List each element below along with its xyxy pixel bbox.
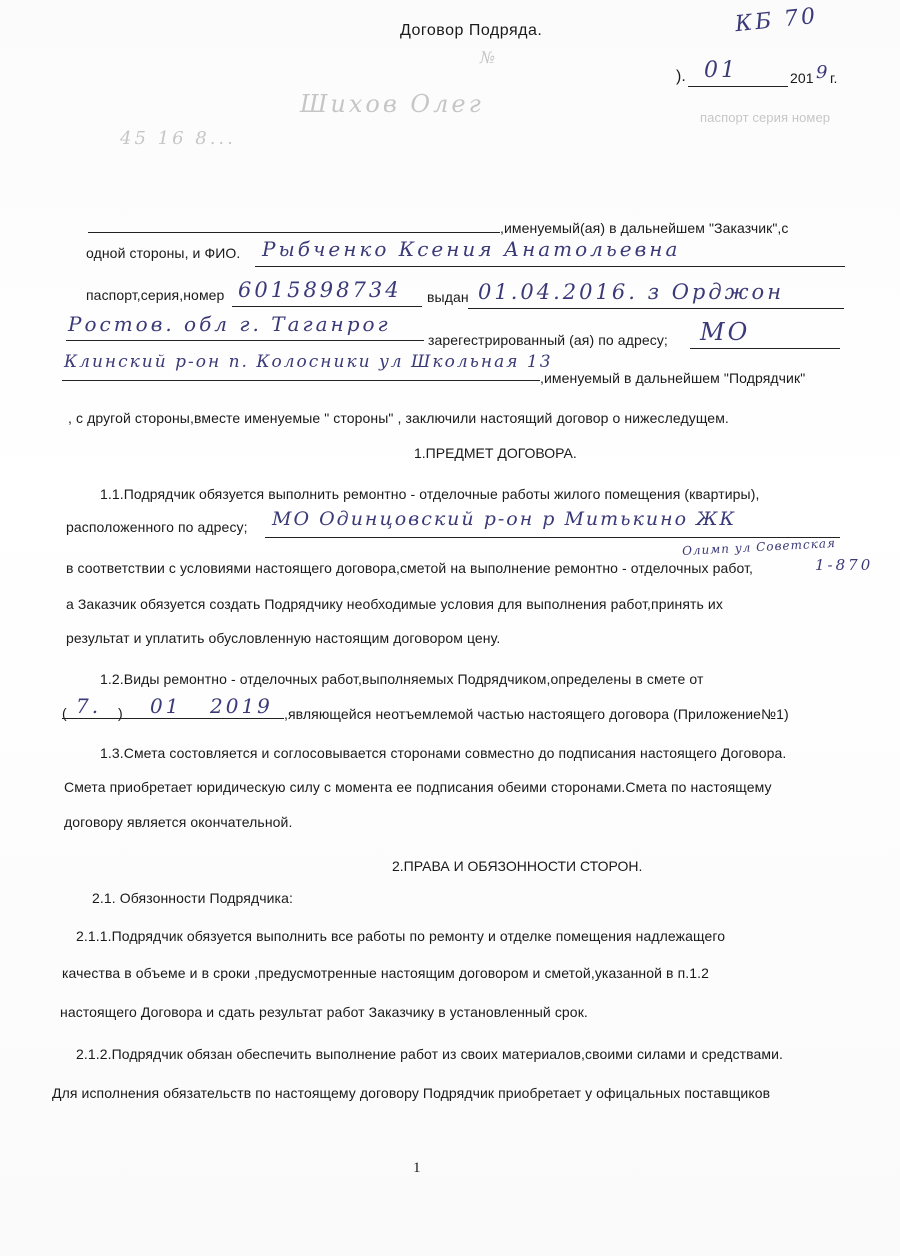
clause-1-2-line-2: ,являющейся неотъемлемой частью настоящего договора (Приложение№1) [284,706,789,722]
faint-passport-series: 45 16 8... [120,128,236,149]
faint-customer-name: Шихов Олег [300,90,484,118]
clause-1-1-line-3: в соответствии с условиями настоящего договора,сметой на выполнение ремонтно - отделочных работ, [66,560,754,576]
estimate-date-close: ) [118,705,123,721]
customer-designation: ,именуемый(ая) в дальнейшем "Заказчик",с [500,220,789,236]
object-address-value: МО Одинцовский р-он р Митькино ЖК [272,508,737,530]
passport-number-underline [232,306,422,307]
clause-2-1-1-line-3: настоящего Договора и сдать результат работ Заказчику в установленный срок. [60,1004,588,1020]
section-2-heading: 2.ПРАВА И ОБЯЗОННОСТИ СТОРОН. [392,858,643,874]
date-underline [688,86,788,87]
clause-2-1-1-line-2: качества в объеме и в сроки ,предусмотренные настоящим договором и сметой,указанной в п.1.2 [62,965,710,981]
object-address-number: 1-870 [815,556,874,574]
clause-2-1: 2.1. Обязонности Подрядчика: [92,890,293,906]
estimate-month-value: 01 [150,694,182,718]
clause-1-2-line-1: 1.2.Виды ремонтно - отделочных работ,выполняемых Подрядчиком,определены в смете от [100,671,704,687]
registered-label: зарегестрированный (ая) по адресу; [428,332,668,348]
parties-closing: , с другой стороны,вместе именуемые " стороны" , заключили настоящий договор о нижеследущем. [68,410,729,426]
estimate-day-value: 7. [76,694,102,718]
faint-number-mark: № [480,48,499,67]
clause-1-1-line-1: 1.1.Подрядчик обязуется выполнить ремонтно - отделочные работы жилого помещения (квартиры), [100,486,760,502]
clause-1-3-line-2: Смета приобретает юридическую силу с момента ее подписания обеими сторонами.Смета по настоящему [64,779,772,795]
one-side-label: одной стороны, и ФИО. [86,245,241,261]
estimate-year-value: 2019 [210,694,273,718]
date-year-digit: 9 [816,62,831,83]
contractor-name-underline [255,266,845,267]
issued-place-underline [66,340,424,341]
clause-2-1-2-line-1: 2.1.2.Подрядчик обязан обеспечить выполнение работ из своих материалов,своими силами и средствами. [76,1046,784,1062]
corner-handwritten-note: КБ 70 [733,3,820,38]
estimate-date-open: ( [62,705,67,721]
date-year-suffix: г. [830,70,838,86]
faint-passport-label: паспорт серия номер [700,110,831,125]
registered-region-value: МО [700,318,751,346]
passport-number-value: 6015898734 [238,278,402,302]
clause-1-1-line-4: а Заказчик обязуется создать Подрядчику необходимые условия для выполнения работ,принять их [66,596,723,612]
page-number: 1 [413,1160,421,1176]
customer-name-underline [88,232,500,233]
clause-1-3-line-3: договору является окончательной. [64,814,293,830]
registered-address-underline [62,380,540,381]
issued-label: выдан [427,289,469,305]
object-address-underline [265,537,840,538]
issued-place-value: Ростов. обл г. Таганрог [68,312,391,336]
passport-label: паспорт,серия,номер [86,287,225,303]
issued-underline [468,308,844,309]
document-title: Договор Подряда. [400,22,543,39]
contractor-designation: ,именуемый в дальнейшем "Подрядчик" [540,370,806,386]
section-1-heading: 1.ПРЕДМЕТ ДОГОВОРА. [414,445,577,461]
estimate-date-underline [62,718,284,719]
clause-1-1-line-2: расположенного по адресу; [66,519,248,535]
issued-value: 01.04.2016. з Орджон [478,280,785,304]
clause-1-3-line-1: 1.3.Смета состовляется и соглосовывается сторонами совместно до подписания настоящего Договора. [100,745,787,761]
registered-address-value: Клинский р-он п. Колосники ул Школьная 13 [64,352,553,372]
object-address-continuation: Олимп ул Советская [681,535,837,559]
date-close-paren: ). [676,68,686,85]
clause-2-1-1-line-1: 2.1.1.Подрядчик обязуется выполнить все работы по ремонту и отделке помещения надлежащего [76,928,726,944]
date-year-prefix: 201 [790,70,814,86]
date-month-value: 01 [704,58,738,83]
registered-region-underline [690,348,840,349]
contractor-name-value: Рыбченко Ксения Анатольевна [262,237,681,261]
clause-1-1-line-5: результат и уплатить обусловленную настоящим договором цену. [66,630,501,646]
clause-2-1-2-line-2: Для исполнения обязательств по настоящему договору Подрядчик приобретает у офицальных поставщиков [52,1085,771,1101]
